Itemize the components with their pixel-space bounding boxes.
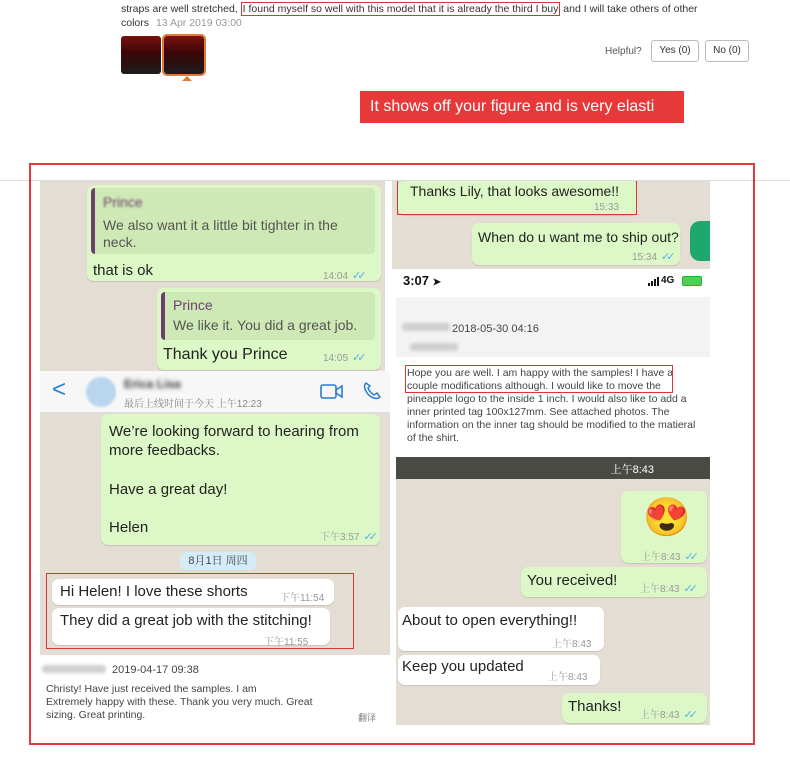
message-text: We’re looking forward to hearing from bbox=[109, 423, 359, 440]
chat-header bbox=[40, 371, 390, 413]
read-ticks-icon: ✓✓ bbox=[683, 709, 694, 721]
email-line: information on the inner tag should be modified to the matieral bbox=[407, 419, 696, 431]
battery-icon bbox=[682, 276, 702, 286]
quoted-message bbox=[161, 292, 375, 340]
heart-eyes-emoji-icon: 😍 bbox=[643, 497, 691, 539]
read-ticks-icon: ✓✓ bbox=[661, 251, 672, 263]
message-text: sizing. Great printing. bbox=[46, 709, 146, 721]
chat-panel-christy bbox=[40, 659, 385, 725]
email-text-card bbox=[396, 357, 710, 457]
blurred-sender bbox=[402, 323, 450, 331]
email-line: of the shirt. bbox=[407, 432, 459, 444]
email-body bbox=[396, 297, 710, 479]
email-line: couple modifications although. I would like to move the bbox=[407, 380, 661, 392]
email-line: Hope you are well. I am happy with the samples! I have a bbox=[407, 367, 674, 379]
quote-sender-name: Prince bbox=[103, 194, 143, 210]
chat-panel-email bbox=[396, 269, 710, 479]
last-seen-text: 最后上线时间于今天 上午12:23 bbox=[124, 399, 262, 410]
message-time: 15:34 ✓✓ bbox=[632, 251, 672, 263]
message-text: Extremely happy with these. Thank you very much. Great bbox=[46, 696, 313, 708]
message-bubble bbox=[398, 607, 604, 651]
review-text bbox=[121, 2, 721, 30]
helpful-label: Helpful? bbox=[605, 46, 642, 57]
network-label: 4G bbox=[661, 275, 675, 286]
message-text: When do u want me to ship out? bbox=[478, 229, 679, 245]
message-bubble bbox=[521, 567, 707, 597]
selected-photo-caret-icon bbox=[182, 76, 192, 81]
chat-panel-lily bbox=[392, 181, 710, 269]
quoted-message bbox=[91, 188, 375, 254]
signal-icon bbox=[648, 277, 659, 286]
message-text: Hi Helen! I love these shorts bbox=[60, 583, 248, 600]
message-date: 2019-04-17 09:38 bbox=[112, 664, 199, 676]
highlight-box bbox=[405, 365, 673, 393]
message-bubble bbox=[101, 414, 380, 545]
message-text: more feedbacks. bbox=[109, 442, 220, 459]
message-time: 上午8:43 ✓✓ bbox=[641, 551, 695, 563]
read-ticks-icon: ✓✓ bbox=[684, 551, 695, 563]
helpful-no-button[interactable]: No (0) bbox=[705, 40, 749, 62]
message-bubble bbox=[157, 288, 381, 370]
message-text: Thank you Prince bbox=[163, 346, 288, 363]
message-text: that is ok bbox=[93, 262, 154, 279]
message-time: 上午8:43 ✓✓ bbox=[640, 709, 694, 721]
scroll-fab-icon[interactable] bbox=[690, 221, 710, 261]
blurred-greeting bbox=[410, 343, 458, 351]
review-date: 13 Apr 2019 03:00 bbox=[155, 17, 242, 29]
message-time: 14:04 ✓✓ bbox=[323, 270, 363, 282]
email-line: inner printed tag 100x127mm. See attached photos. The bbox=[407, 406, 670, 418]
message-text: Helen bbox=[109, 519, 149, 536]
back-arrow-icon[interactable]: < bbox=[52, 376, 67, 403]
message-text: Christy! Have just received the samples. I am bbox=[46, 683, 257, 695]
message-bubble bbox=[87, 185, 381, 281]
chat-panel-right bbox=[396, 479, 710, 725]
message-bubble bbox=[621, 491, 707, 563]
message-time: 上午8:43 bbox=[548, 672, 588, 683]
message-time: 下午3:57 ✓✓ bbox=[320, 531, 374, 543]
message-time: 下午11:54 bbox=[280, 593, 325, 604]
quote-text: We like it. You did a great job. bbox=[173, 317, 358, 333]
chat-panel-erica bbox=[40, 371, 390, 655]
review-photo-2[interactable] bbox=[164, 36, 204, 74]
message-text: Thanks! bbox=[568, 698, 622, 715]
message-time: 上午8:43 bbox=[610, 464, 654, 476]
translate-button[interactable]: 翻译 bbox=[358, 713, 377, 723]
promo-banner: It shows off your figure and is very elasti bbox=[360, 91, 684, 123]
read-ticks-icon: ✓✓ bbox=[363, 531, 374, 543]
message-time: 上午8:43 bbox=[552, 639, 592, 650]
message-text: About to open everything!! bbox=[402, 612, 578, 629]
helpful-yes-button[interactable]: Yes (0) bbox=[651, 40, 699, 62]
review-photo-1[interactable] bbox=[121, 36, 161, 74]
contact-name: Erica Lisa bbox=[124, 377, 181, 391]
message-text: Have a great day! bbox=[109, 481, 228, 498]
highlight-box bbox=[397, 181, 637, 215]
highlight-box bbox=[46, 573, 354, 649]
message-bubble bbox=[398, 655, 600, 685]
message-bubble bbox=[562, 693, 707, 723]
avatar[interactable] bbox=[86, 377, 116, 407]
message-text: You received! bbox=[527, 572, 618, 589]
message-time: 15:33 bbox=[594, 202, 620, 213]
read-ticks-icon: ✓✓ bbox=[683, 583, 694, 595]
chat-panel-prince bbox=[40, 181, 385, 371]
message-time: 下午11:55 bbox=[264, 637, 309, 648]
read-ticks-icon: ✓✓ bbox=[352, 270, 363, 282]
phone-call-icon[interactable] bbox=[362, 381, 382, 401]
photo-strip bbox=[396, 457, 710, 479]
message-text: Keep you updated bbox=[402, 658, 524, 675]
date-divider: 8月1日 周四 bbox=[180, 552, 256, 570]
quote-sender-name: Prince bbox=[173, 297, 213, 313]
read-ticks-icon: ✓✓ bbox=[352, 352, 363, 364]
message-bubble bbox=[472, 223, 680, 265]
video-call-icon[interactable] bbox=[320, 383, 344, 400]
review-highlight: I found myself so well with this model that it is already the third I buy bbox=[242, 3, 559, 15]
email-date: 2018-05-30 04:16 bbox=[452, 323, 539, 335]
review-text-end: and I will take others of other colors bbox=[121, 3, 698, 29]
quote-text: We also want it a little bit tighter in the neck. bbox=[103, 217, 338, 250]
message-text: Thanks Lily, that looks awesome!! bbox=[410, 183, 620, 199]
review-text-start: straps are well stretched, bbox=[121, 3, 238, 15]
message-text: They did a great job with the stitching! bbox=[60, 612, 312, 629]
email-line: pineapple logo to the inside 1 inch. I would also like to add a bbox=[407, 393, 687, 405]
blurred-sender bbox=[42, 665, 106, 673]
message-time: 14:05 ✓✓ bbox=[323, 352, 363, 364]
message-time: 上午8:43 ✓✓ bbox=[640, 583, 694, 595]
status-bar-time: 3:07 ➤ bbox=[403, 273, 442, 288]
